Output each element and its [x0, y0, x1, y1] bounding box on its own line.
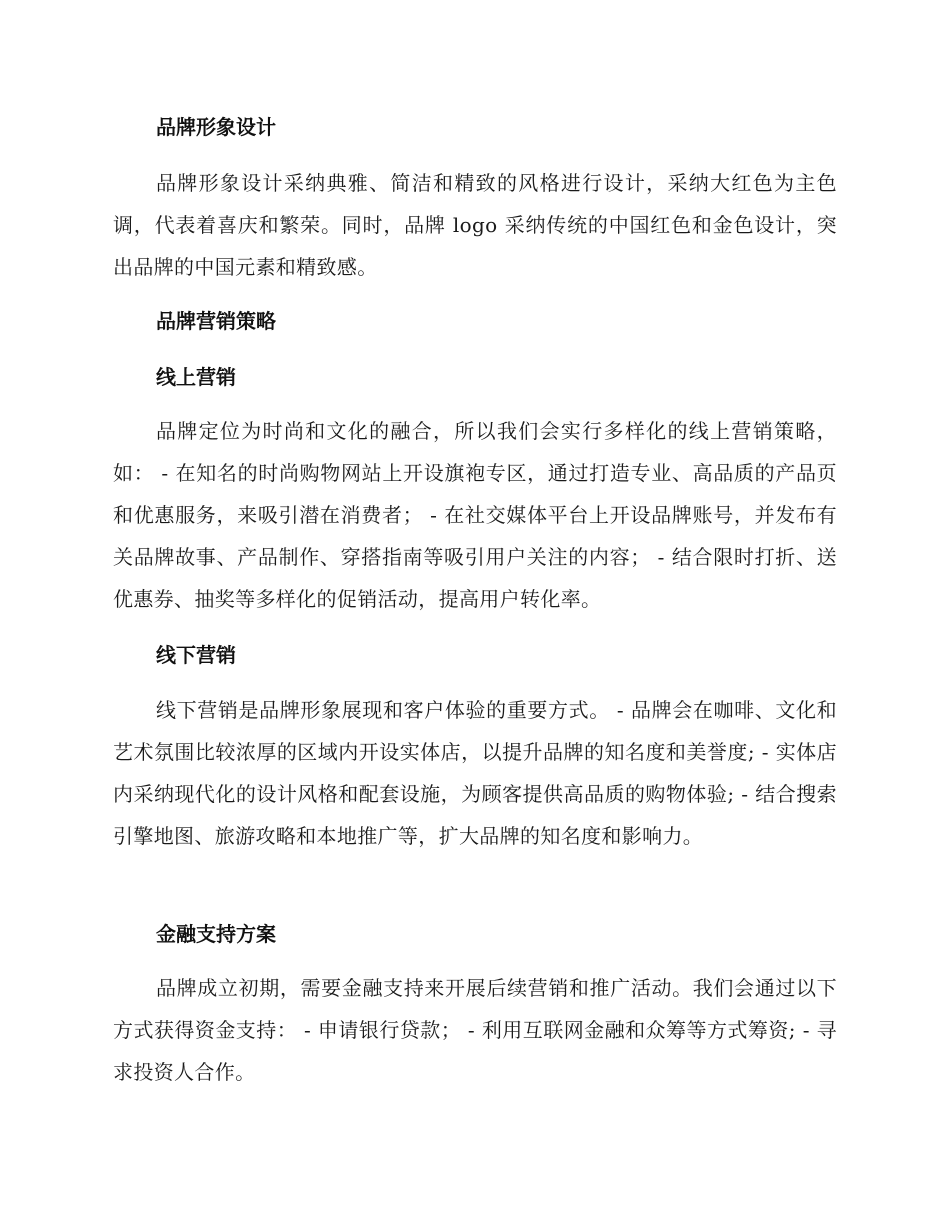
paragraph-finance: 品牌成立初期，需要金融支持来开展后续营销和推广活动。我们会通过以下方式获得资金支持： - 申请银行贷款； - 利用互联网金融和众筹等方式筹资; - 寻求投资人合作。	[113, 976, 837, 1084]
paragraph-offline: 线下营销是品牌形象展现和客户体验的重要方式。 - 品牌会在咖啡、文化和艺术氛围比较浓厚的区域内开设实体店，以提升品牌的知名度和美誉度; - 实体店内采纳现代化的设计风格和配套设施，为顾客提供高品质的购物体验; - 结合搜索引擎地图、旅游攻略和本地推广等，扩大品牌的知名度和影响力。	[113, 698, 837, 848]
section-heading-marketing: 品牌营销策略	[156, 309, 276, 333]
paragraph-brand-image: 品牌形象设计采纳典雅、简洁和精致的风格进行设计，采纳大红色为主色调，代表着喜庆和繁荣。同时，品牌 logo 采纳传统的中国红色和金色设计，突出品牌的中国元素和精致感。	[113, 171, 837, 279]
section-heading-brand-image: 品牌形象设计	[156, 115, 276, 139]
subsection-heading-offline: 线下营销	[156, 643, 236, 667]
section-heading-finance: 金融支持方案	[156, 922, 276, 946]
subsection-heading-online: 线上营销	[156, 365, 236, 389]
paragraph-online: 品牌定位为时尚和文化的融合，所以我们会实行多样化的线上营销策略，如： - 在知名的时尚购物网站上开设旗袍专区，通过打造专业、高品质的产品页和优惠服务，来吸引潜在消费者； - 在社交媒体平台上开设品牌账号，并发布有关品牌故事、产品制作、穿搭指南等吸引用户关注的内容； - 结合限时打折、送优惠券、抽奖等多样化的促销活动，提高用户转化率。	[113, 419, 837, 611]
